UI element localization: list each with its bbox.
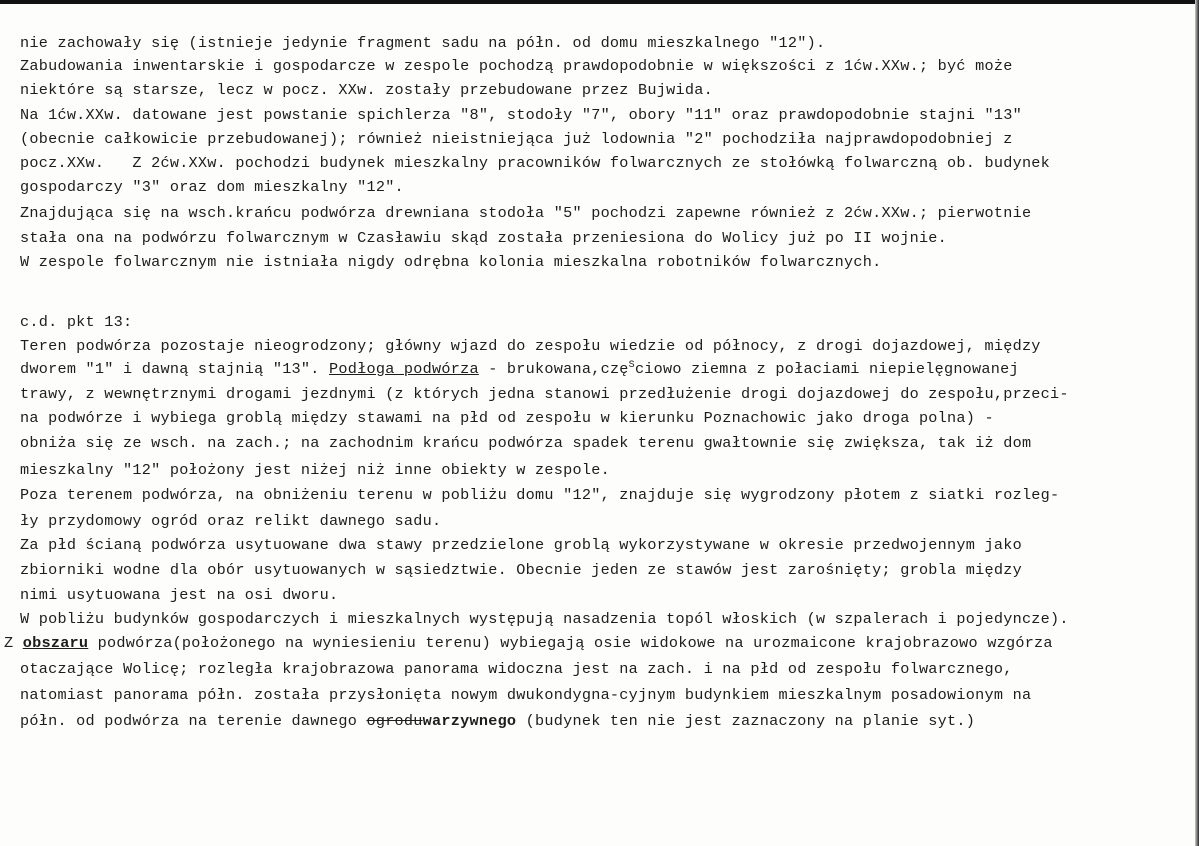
text-line-21: zbiorniki wodne dla obór usytuowanych w sąsiedztwie. Obecnie jeden ze stawów jest zarośnięty; grobla między [20,561,1022,579]
text-line-27-after: (budynek ten nie jest zaznaczony na planie syt.) [516,712,976,730]
text-line-12: Teren podwórza pozostaje nieogrodzony; główny wjazd do zespołu wiedzie od północy, z drogi dojazdowej, między [20,337,1041,355]
text-line-5: (obecnie całkowicie przebudowanej); również nieistniejąca już lodownia "2" pochodziła najprawdopodobniej z [20,130,1013,148]
text-line-9: stała ona na podwórzu folwarcznym w Czasławiu skąd została przeniesiona do Wolicy już po II wojnie. [20,229,948,247]
text-line-27 [20,712,975,730]
struck-word: ogrodu [366,712,423,730]
text-line-18: Poza terenem podwórza, na obniżeniu terenu w pobliżu domu "12", znajduje się wygrodzony płotem z siatki rozleg- [20,486,1060,504]
underlined-phrase: Podłoga podwórza [329,360,479,378]
text-line-7: gospodarczy "3" oraz dom mieszkalny "12". [20,178,404,196]
text-line-22: nimi usytuowana jest na osi dworu. [20,586,339,604]
superscript-correction: S [628,360,635,371]
text-line-27-before: półn. od podwórza na terenie dawnego [20,712,367,730]
handwritten-insertion: obszaru [22,634,89,652]
text-line-16: obniża się ze wsch. na zach.; na zachodnim krańcu podwórza spadek terenu gwałtownie się zwiększa, tak iż dom [20,434,1032,452]
text-line-17: mieszkalny "12" położony jest niżej niż inne obiekty w zespole. [20,461,610,479]
scan-right-edge [1195,0,1199,846]
text-line-15: na podwórze i wybiega groblą między stawami na płd od zespołu w kierunku Poznachowic jako droga polna) - [20,409,994,427]
text-line-10: W zespole folwarcznym nie istniała nigdy odrębna kolonia mieszkalna robotników folwarcznych. [20,253,882,271]
text-line-24-rest: podwórza(położonego na wyniesieniu terenu) wybiegają osie widokowe na urozmaicone krajobrazowo wzgórza [88,634,1053,652]
text-line-25: otaczające Wolicę; rozległa krajobrazowa panorama widoczna jest na zach. i na płd od zespołu folwarcznego, [20,660,1013,678]
text-line-23: W pobliżu budynków gospodarczych i mieszkalnych występują nasadzenia topól włoskich (w szpalerach i pojedyncze). [20,610,1069,628]
section-heading: c.d. pkt 13: [20,313,133,331]
text-line-13-before: dworem "1" i dawną stajnią "13". [20,360,330,378]
text-line-20: Za płd ścianą podwórza usytuowane dwa stawy przedzielone groblą wykorzystywane w okresie przedwojennym jako [20,536,1022,554]
text-line-24 [4,634,1053,652]
text-line-4: Na 1ćw.XXw. datowane jest powstanie spichlerza "8", stodoły "7", obory "11" oraz prawdopodobnie stajni "13" [20,106,1022,124]
handwritten-replacement: warzywnego [422,712,517,730]
text-line-14: trawy, z wewnętrznymi drogami jezdnymi (z których jedna stanowi przedłużenie drogi dojazdowej do zespołu,przeci- [20,385,1069,403]
text-line-13-after: ciowo ziemna z połaciami niepielęgnowanej [634,360,1019,378]
text-line-1: nie zachowały się (istnieje jedynie fragment sadu na półn. od domu mieszkalnego "12"). [20,34,826,52]
scan-top-edge [0,0,1199,4]
text-line-3: niektóre są starsze, lecz w pocz. XXw. zostały przebudowane przez Bujwida. [20,81,713,99]
text-line-6: pocz.XXw. Z 2ćw.XXw. pochodzi budynek mieszkalny pracowników folwarcznych ze stołówką folwarczną ob. budynek [20,154,1051,172]
text-line-19: ły przydomowy ogród oraz relikt dawnego sadu. [20,512,442,530]
text-line-2: Zabudowania inwentarskie i gospodarcze w zespole pochodzą prawdopodobnie w większości z 1ćw.XXw.; być może [20,57,1013,75]
text-line-26: natomiast panorama półn. została przysłonięta nowym dwukondygna-cyjnym budynkiem mieszkalnym posadowionym na [20,686,1032,704]
text-line-13-middle: - brukowana,czę [478,360,629,378]
text-line-8: Znajdująca się na wsch.krańcu podwórza drewniana stodoła "5" pochodzi zapewne również z 2ćw.XXw.; pierwotnie [20,204,1032,222]
text-line-24-prefix: Z [4,634,23,652]
text-line-13 [20,360,1019,381]
